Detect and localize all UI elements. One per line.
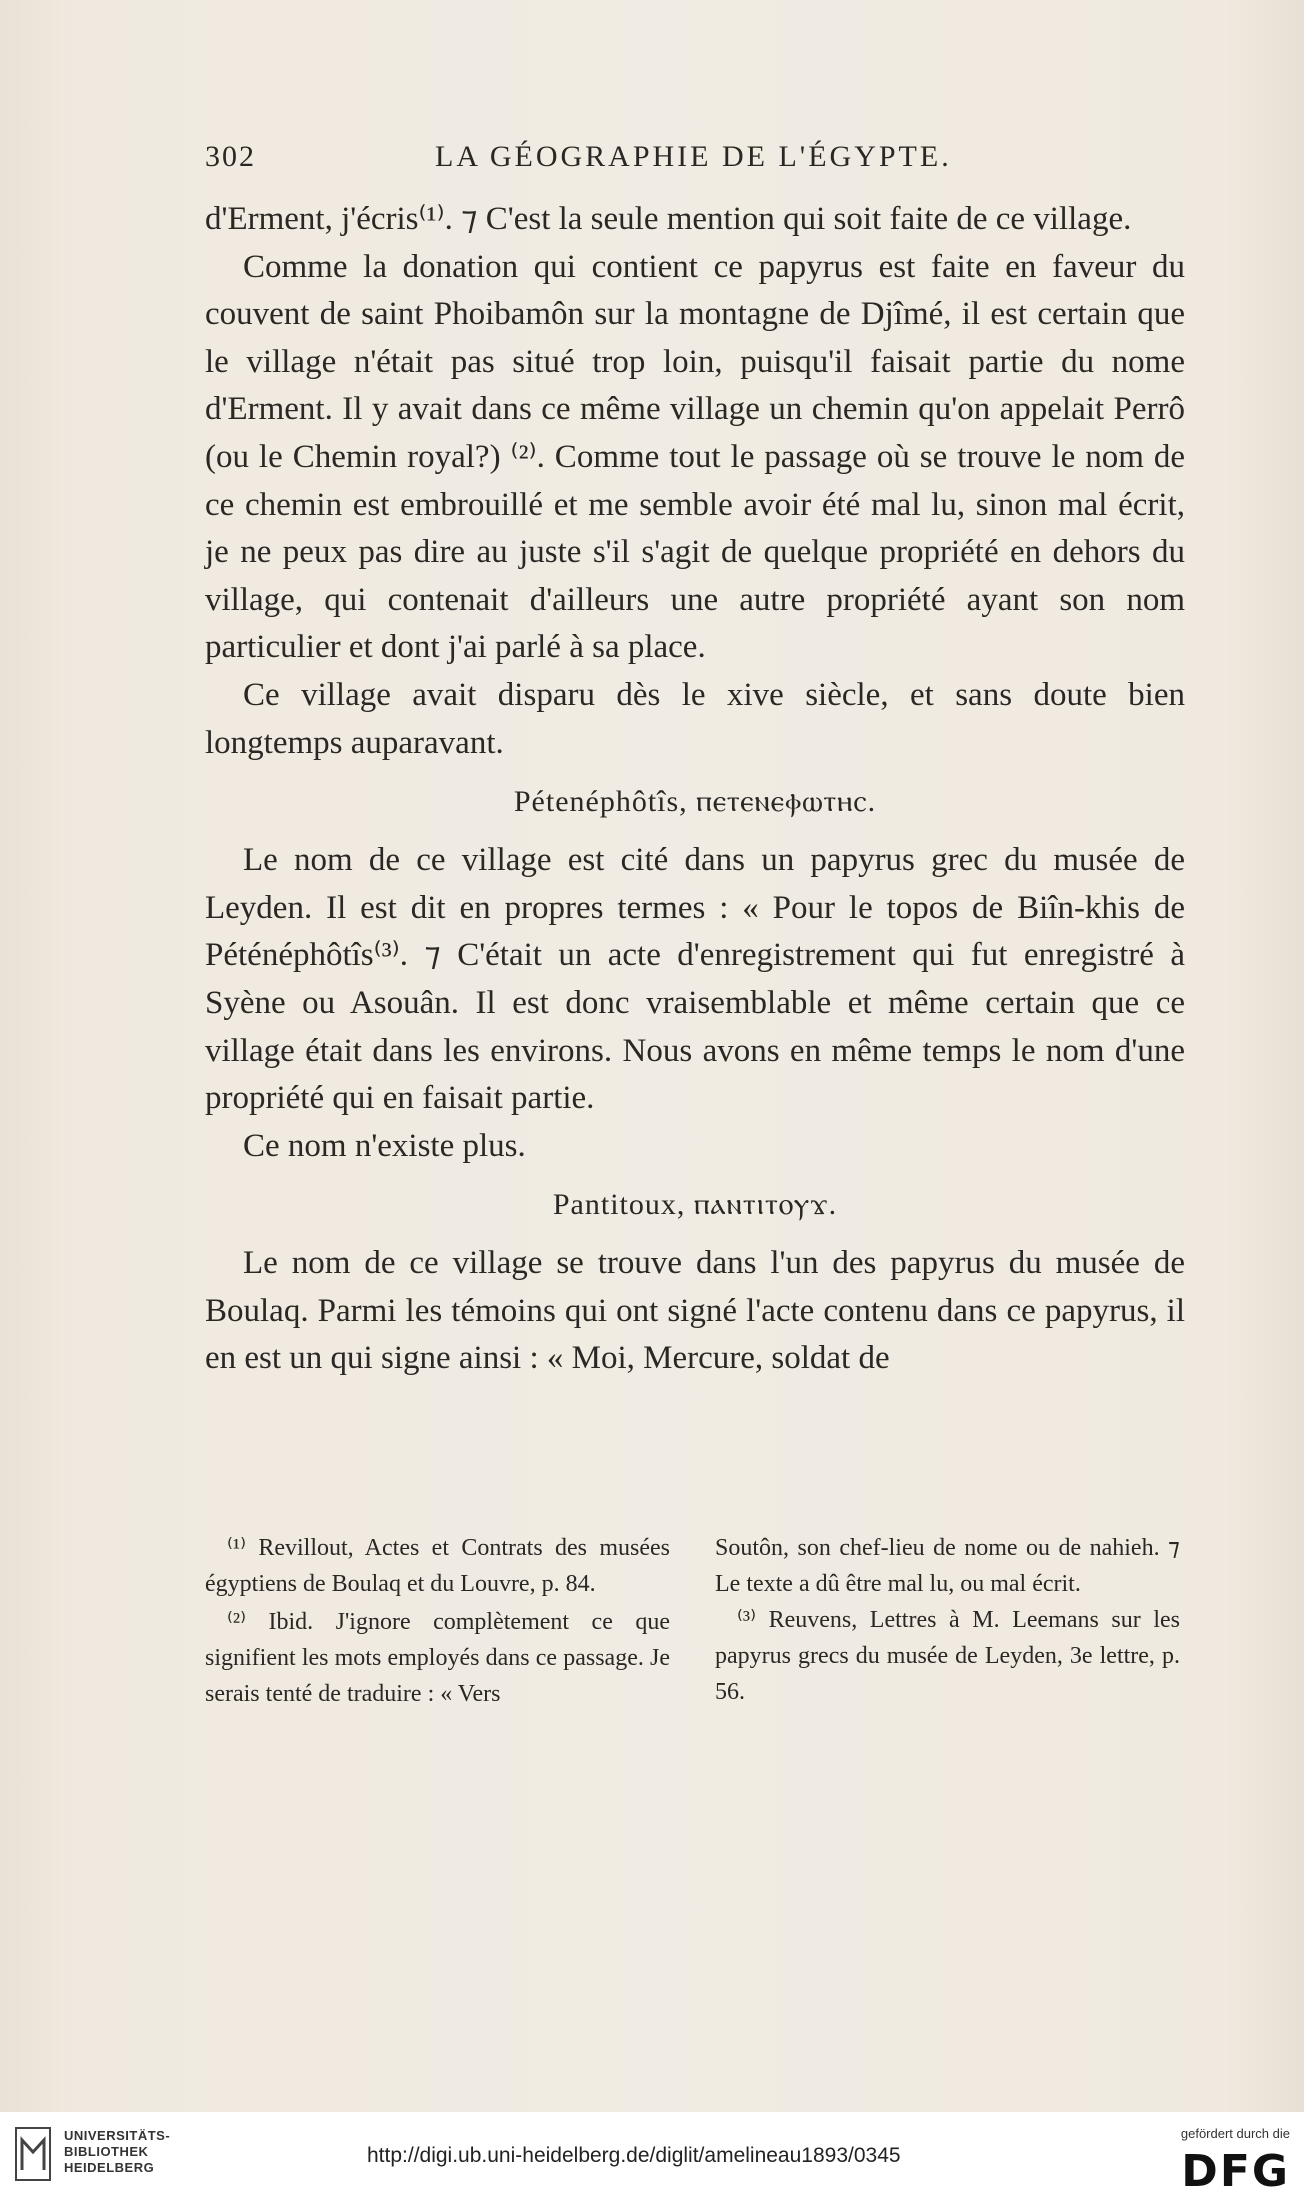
digitization-footer	[0, 2112, 1304, 2209]
paragraph-2: Comme la donation qui contient ce papyrus est faite en faveur du couvent de saint Phoibamôn sur la montagne de Djîmé, il est certain que le village n'était pas situé trop loin, puisqu'il faisait partie du nome d'Erment. Il y avait dans ce même village un chemin qu'on appelait Perrô (ou le Chemin royal?) ⁽²⁾. Comme tout le passage où se trouve le nom de ce chemin est embrouillé et me semble avoir été mal lu, sinon mal écrit, je ne peux pas dire au juste s'il s'agit de quelque propriété en dehors du village, qui contenait d'ailleurs une autre propriété ayant son nom particulier et dont j'ai parlé à sa place.	[205, 248, 1185, 666]
footnotes-left-column	[205, 1530, 670, 1712]
paragraph-1: d'Erment, j'écris⁽¹⁾. ⁊ C'est la seule mention qui soit faite de ce village.	[205, 201, 1132, 237]
page-number: 302	[205, 140, 256, 173]
main-text	[205, 196, 1185, 1383]
library-name-line-2: BIBLIOTHEK	[64, 2144, 149, 2159]
university-library-logo-icon	[14, 2126, 52, 2182]
library-name-line-1: UNIVERSITÄTS-	[64, 2128, 171, 2143]
footnote-2: ⁽²⁾ Ibid. J'ignore complètement ce que signifient les mots employés dans ce passage. Je serais tenté de traduire : « Vers	[205, 1609, 670, 1707]
permalink[interactable]: http://digi.ub.uni-heidelberg.de/diglit/amelineau1893/0345	[367, 2144, 901, 2167]
paragraph-6: Le nom de ce village se trouve dans l'un des papyrus du musée de Boulaq. Parmi les témoins qui ont signé l'acte contenu dans ce papyrus, il en est un qui signe ainsi : « Moi, Mercure, soldat de	[205, 1245, 1185, 1377]
section-heading-petenephotis: Pétenéphôtîs, ⲡⲉⲧⲉⲛⲉⲫⲱⲧⲏⲥ.	[513, 785, 877, 819]
funder-caption: gefördert durch die	[1180, 2126, 1290, 2141]
paragraph-4: Le nom de ce village est cité dans un papyrus grec du musée de Leyden. Il est dit en propres termes : « Pour le topos de Biîn-khis de Péténéphôtîs⁽³⁾. ⁊ C'était un acte d'enregistrement qui fut enregistré à Syène ou Asouân. Il est donc vraisemblable et même certain que ce village était dans les environs. Nous avons en même temps le nom d'une propriété qui en faisait partie.	[205, 842, 1185, 1117]
footnote-2-continuation: Soutôn, son chef-lieu de nome ou de nahieh. ⁊ Le texte a dû être mal lu, ou mal écrit.	[715, 1535, 1180, 1597]
footnote-1: ⁽¹⁾ Revillout, Actes et Contrats des musées égyptiens de Boulaq et du Louvre, p. 84.	[205, 1535, 670, 1597]
footnote-3: ⁽³⁾ Reuvens, Lettres à M. Leemans sur les papyrus grecs du musée de Leyden, 3e lettre, p. 56.	[715, 1607, 1180, 1705]
running-title: LA GÉOGRAPHIE DE L'ÉGYPTE.	[435, 140, 952, 173]
library-name-line-3: HEIDELBERG	[64, 2160, 155, 2175]
footnotes-right-column	[715, 1530, 1180, 1710]
section-heading-pantitoux: Pantitoux, ⲡⲁⲛⲧⲓⲧⲟⲩϫ.	[552, 1188, 838, 1222]
library-name	[64, 2128, 170, 2176]
paragraph-5: Ce nom n'existe plus.	[243, 1127, 526, 1164]
paragraph-3: Ce village avait disparu dès le xive siècle, et sans doute bien longtemps auparavant.	[205, 676, 1185, 761]
running-head	[205, 140, 1185, 186]
dfg-logo: DFG	[1181, 2146, 1290, 2197]
